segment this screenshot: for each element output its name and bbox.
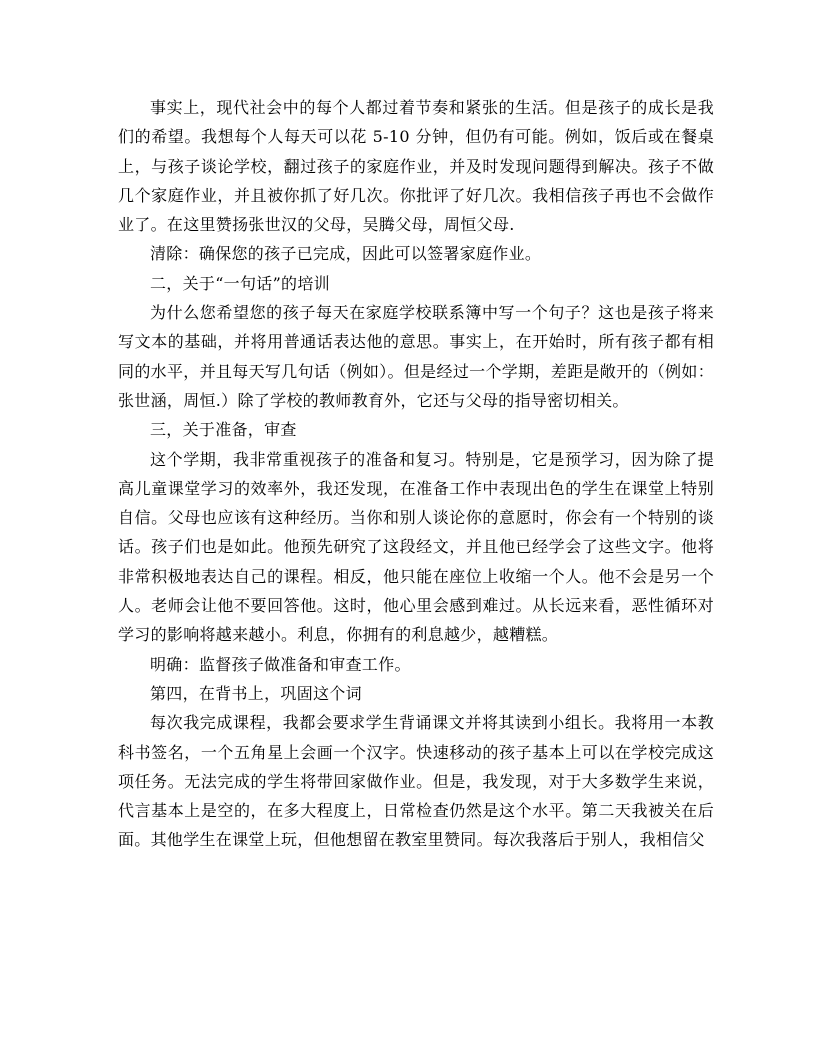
section-heading-recitation: 第四，在背书上，巩固这个词 [150, 683, 362, 703]
paragraph-recitation: 每次我完成课程，我都会要求学生背诵课文并将其读到小组长。我将用一本教科书签名，一个五角星上会画一个汉字。快速移动的孩子基本上可以在学校完成这项任务。无法完成的学生将带回家做作业。但是，我发现，对于大多数学生来说，代言基本上是空的，在多大程度上，日常检查仍然是这个水平。第二天我被关在后面。其他学生在课堂上玩，但他想留在教室里赞同。每次我落后于别人，我相信父 [118, 713, 714, 850]
paragraph-preparation-review: 这个学期，我非常重视孩子的准备和复习。特别是，它是预学习，因为除了提高儿童课堂学习的效率外，我还发现，在准备工作中表现出色的学生在课堂上特别自信。父母也应该有这种经历。当你和别人谈论你的意愿时，你会有一个特别的谈话。孩子们也是如此。他预先研究了这段经文，并且他已经学会了这些文字。他将非常积极地表达自己的课程。相反，他只能在座位上收缩一个人。他不会是另一个人。老师会让他不要回答他。这时，他心里会感到难过。从长远来看，恶性循环对学习的影响将越来越小。利息，你拥有的利息越少，越糟糕。 [118, 449, 714, 645]
paragraph-one-sentence: 为什么您希望您的孩子每天在家庭学校联系簿中写一个句子？这也是孩子将来写文本的基础，并将用普通话表达他的意思。事实上，在开始时，所有孩子都有相同的水平，并且每天写几句话（例如）。但是经过一个学期，差距是敞开的（例如：张世涵，周恒.）除了学校的教师教育外，它还与父母的指导密切相关。 [118, 303, 714, 410]
paragraph-homework-checking: 事实上，现代社会中的每个人都过着节奏和紧张的生活。但是孩子的成长是我们的希望。我想每个人每天可以花 5-10 分钟，但仍有可能。例如，饭后或在餐桌上，与孩子谈论学校，翻过孩子的家庭作业，并及时发现问题得到解决。孩子不做几个家庭作业，并且被你抓了好几次。你批评了好几次。我相信孩子再也不会做作业了。在这里赞扬张世汉的父母，吴腾父母，周恒父母. [118, 98, 714, 235]
section-heading-one-sentence: 二，关于“一句话”的培训 [150, 273, 330, 293]
section-heading-preparation-review: 三，关于准备，审查 [150, 420, 297, 440]
document-body [118, 93, 714, 855]
paragraph-clear-homework: 清除：确保您的孩子已完成，因此可以签署家庭作业。 [150, 244, 542, 264]
paragraph-supervise-preparation: 明确：监督孩子做准备和审查工作。 [150, 654, 411, 674]
